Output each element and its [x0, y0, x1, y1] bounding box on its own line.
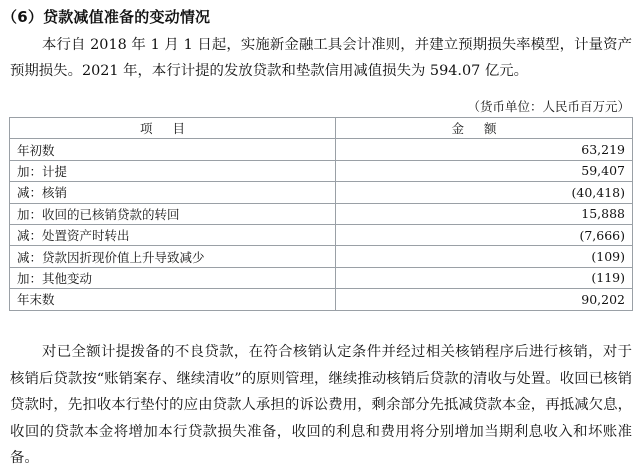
loan-impairment-table	[9, 117, 633, 311]
intro-paragraph: 本行自 2018 年 1 月 1 日起，实施新金融工具会计准则，并建立预期损失率模型，计量资产预期损失。2021 年，本行计提的发放贷款和垫款信用减值损失为 594.07 亿元。	[10, 37, 632, 79]
table-row	[10, 182, 633, 203]
table-row	[10, 160, 633, 181]
currency-unit-note: （货币单位：人民币百万元）	[467, 99, 630, 114]
row-item: 加：计提	[10, 160, 336, 181]
row-amount: (7,666)	[336, 224, 633, 245]
table-row	[10, 289, 633, 310]
closing-paragraph: 对已全额计提拨备的不良贷款，在符合核销认定条件并经过相关核销程序后进行核销，对于核销后贷款按“账销案存、继续清收”的原则管理，继续推动核销后贷款的清收与处置。收回已核销贷款时，先扣收本行垫付的应由贷款人承担的诉讼费用，剩余部分先抵减贷款本金，再抵减欠息，收回的贷款本金将增加本行贷款损失准备，收回的利息和费用将分别增加当期利息收入和坏账准备。	[10, 344, 632, 466]
header-item: 项目	[10, 118, 336, 139]
row-item: 减：处置资产时转出	[10, 224, 336, 245]
table-header-row	[10, 118, 633, 139]
row-item: 减：核销	[10, 182, 336, 203]
row-amount: 59,407	[336, 160, 633, 181]
table-row	[10, 224, 633, 245]
table-row	[10, 246, 633, 267]
row-item: 减：贷款因折现价值上升导致减少	[10, 246, 336, 267]
row-amount: (119)	[336, 267, 633, 288]
row-amount: 15,888	[336, 203, 633, 224]
row-item: 年初数	[10, 139, 336, 160]
table-row	[10, 139, 633, 160]
row-amount: (109)	[336, 246, 633, 267]
table-row	[10, 203, 633, 224]
row-item: 加：收回的已核销贷款的转回	[10, 203, 336, 224]
row-amount: 90,202	[336, 289, 633, 310]
section-heading: （6）贷款减值准备的变动情况	[2, 8, 211, 26]
row-item: 年末数	[10, 289, 336, 310]
row-amount: (40,418)	[336, 182, 633, 203]
row-amount: 63,219	[336, 139, 633, 160]
row-item: 加：其他变动	[10, 267, 336, 288]
table-row	[10, 267, 633, 288]
header-amount: 金额	[336, 118, 633, 139]
